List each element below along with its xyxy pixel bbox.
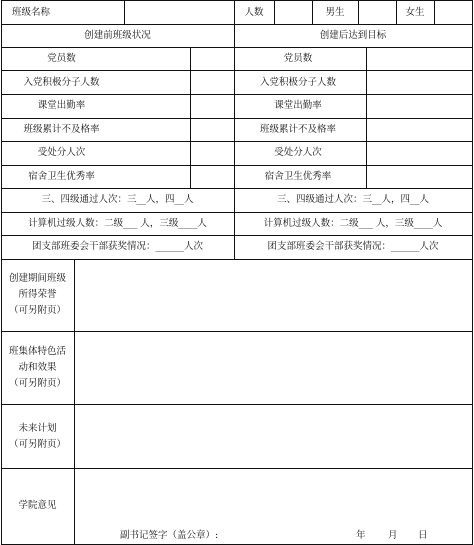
headcount-label: 人数: [244, 7, 264, 18]
awards-count-left: 团支部班委会干部获奖情况：______人次: [31, 241, 203, 252]
grid-line: [74, 259, 75, 544]
grid-line: [1, 468, 473, 469]
class-name-label: 班级名称: [12, 7, 51, 18]
signature-day: 日: [418, 530, 428, 541]
metric-label-left: 宿舍卫生优秀率: [28, 171, 95, 182]
grid-line: [1, 24, 473, 25]
grid-line: [1, 259, 473, 260]
grid-line: [1, 47, 473, 48]
grid-line: [366, 47, 367, 188]
grid-line: [1, 118, 473, 119]
metric-label-right: 入党积极分子人数: [259, 77, 336, 88]
grid-line: [472, 0, 473, 545]
grid-line: [124, 0, 125, 24]
awards-count-right: 团支部班委会干部获奖情况：______人次: [267, 241, 439, 252]
metric-label-left: 课堂出勤率: [37, 100, 86, 111]
grid-line: [1, 188, 473, 189]
grid-line: [190, 47, 191, 188]
metric-label-right: 党员数: [283, 53, 313, 64]
before-status-heading: 创建前班级状况: [84, 30, 151, 41]
grid-line: [1, 141, 473, 142]
male-label: 男生: [325, 7, 345, 18]
activities-section-label: 班集体特色活 动和效果 （可另附页）: [8, 346, 66, 389]
grid-line: [1, 212, 473, 213]
honors-section-label: 创建期间班级 所得荣誉 （可另附页）: [8, 273, 66, 316]
cet-pass-count-right: 三、四级通过人次：三__人，四__人: [276, 194, 429, 205]
grid-line: [1, 235, 473, 236]
computer-cert-count-left: 计算机过级人数：二级___ 人，三级____人: [28, 218, 207, 229]
grid-line: [274, 0, 275, 24]
grid-line: [1, 94, 473, 95]
signature-month: 月: [388, 530, 398, 541]
metric-label-right: 课堂出勤率: [274, 100, 322, 111]
female-label: 女生: [405, 7, 425, 18]
plan-section-label: 未来计划 （可另附页）: [8, 423, 66, 450]
grid-line: [1, 404, 473, 405]
grid-line: [1, 0, 473, 1]
metric-label-left: 受处分人次: [37, 147, 86, 158]
signature-label: 副书记签字（盖公章）:: [120, 530, 219, 541]
metric-label-left: 班级累计不及格率: [23, 124, 100, 135]
grid-line: [434, 0, 435, 24]
metric-label-right: 受处分人次: [274, 147, 322, 158]
grid-line: [1, 331, 473, 332]
computer-cert-count-right: 计算机过级人数：二级___ 人，三级____人: [263, 218, 443, 229]
grid-line: [1, 165, 473, 166]
cet-pass-count-left: 三、四级通过人次：三__人，四__人: [41, 194, 194, 205]
grid-line: [1, 70, 473, 71]
college-opinion-label: 学院意见: [18, 500, 57, 511]
grid-line: [358, 0, 359, 24]
metric-label-right: 宿舍卫生优秀率: [264, 171, 332, 182]
after-target-heading: 创建后达到目标: [319, 30, 387, 41]
metric-label-right: 班级累计不及格率: [259, 124, 336, 135]
signature-year: 年: [356, 530, 366, 541]
metric-label-left: 党员数: [47, 53, 76, 64]
metric-label-left: 入党积极分子人数: [23, 77, 100, 88]
